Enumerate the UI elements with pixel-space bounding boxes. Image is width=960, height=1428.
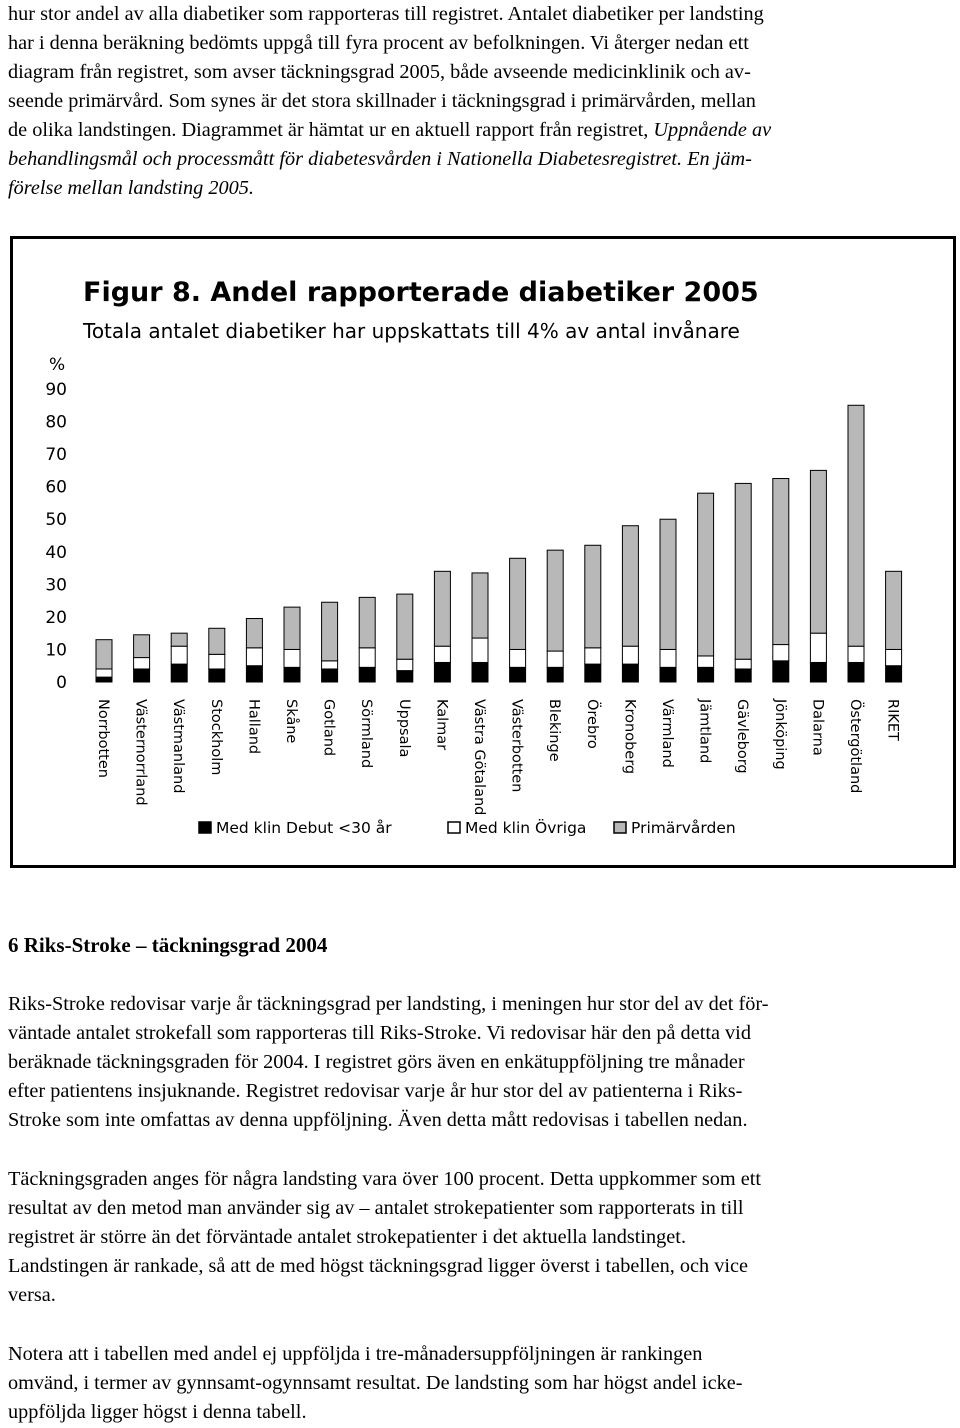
bar-segment-debut xyxy=(359,667,375,682)
intro-line-5-text: de olika landstingen. Diagrammet är hämtat ur en aktuell rapport från registret, xyxy=(8,119,649,141)
bar-segment-debut xyxy=(171,664,187,682)
legend-label: Med klin Övriga xyxy=(465,819,587,837)
legend-swatch xyxy=(448,822,460,833)
bar-segment-primarvard xyxy=(510,558,526,649)
bar-segment-ovriga xyxy=(472,638,488,662)
bar-segment-debut xyxy=(773,661,789,682)
y-tick-label: 90 xyxy=(45,380,67,400)
category-label: Skåne xyxy=(283,699,299,744)
bar-segment-ovriga xyxy=(510,649,526,667)
intro-line-4: seende primärvård. Som synes är det stora skillnader i täckningsgrad i primärvården, mellan xyxy=(8,90,756,112)
category-label: Västerbotten xyxy=(508,699,525,793)
y-tick-label: 50 xyxy=(45,510,67,531)
legend-label: Primärvården xyxy=(631,819,736,837)
bar-segment-debut xyxy=(134,669,150,682)
category-label: Jämtland xyxy=(696,699,713,764)
category-label: Kronoberg xyxy=(621,699,638,775)
bar-segment-primarvard xyxy=(660,519,676,649)
bar-segment-ovriga xyxy=(698,656,714,667)
bar-segment-primarvard xyxy=(810,470,826,633)
bar-segment-primarvard xyxy=(886,571,902,649)
intro-line-3: diagram från registret, som avser täckningsgrad 2005, både avseende medicinklinik och av- xyxy=(8,61,751,83)
category-label: Norrbotten xyxy=(95,699,111,778)
bar-segment-primarvard xyxy=(322,602,338,661)
bar-segment-ovriga xyxy=(434,646,450,662)
intro-line-7 xyxy=(8,174,952,203)
bar-segment-primarvard xyxy=(585,545,601,648)
section-heading: 6 Riks-Stroke – täckningsgrad 2004 xyxy=(8,933,328,957)
y-tick-label: 40 xyxy=(45,542,67,563)
bar-segment-ovriga xyxy=(246,648,262,666)
legend-label: Med klin Debut <30 år xyxy=(216,819,392,837)
s6-p1-line-5: Stroke som inte omfattas av denna uppföljning. Även detta mått redovisas i tabellen nedan. xyxy=(8,1109,748,1131)
bar-segment-debut xyxy=(585,664,601,682)
bar-segment-primarvard xyxy=(698,493,714,656)
bar-segment-debut xyxy=(698,667,714,682)
bar-segment-debut xyxy=(810,662,826,682)
bar-segment-debut xyxy=(96,677,112,682)
legend-swatch xyxy=(614,822,626,833)
chart-bars xyxy=(96,405,902,682)
category-label: Sörmland xyxy=(358,699,375,769)
bar-segment-debut xyxy=(886,666,902,682)
figure-subtitle: Totala antalet diabetiker har uppskattats till 4% av antal invånare xyxy=(83,319,740,343)
bar-segment-ovriga xyxy=(585,648,601,664)
y-tick-label: 70 xyxy=(45,445,67,466)
bar-segment-primarvard xyxy=(246,619,262,648)
bar-segment-primarvard xyxy=(359,597,375,647)
bar-segment-debut xyxy=(735,669,751,682)
s6-p1-line-3: beräknade täckningsgraden för 2004. I registret görs även en enkätuppföljning tre månader xyxy=(8,1051,745,1073)
category-label: Västra Götaland xyxy=(471,699,487,816)
bar-segment-primarvard xyxy=(96,640,112,669)
figure-frame xyxy=(10,236,956,868)
bar-segment-debut xyxy=(246,666,262,682)
category-label: Kalmar xyxy=(433,699,450,751)
bar-segment-ovriga xyxy=(171,646,187,664)
y-tick-label: 60 xyxy=(45,477,67,498)
bar-segment-ovriga xyxy=(735,659,751,669)
s6-p2-line-5: versa. xyxy=(8,1284,56,1306)
category-label: Gävleborg xyxy=(734,699,751,774)
bar-segment-debut xyxy=(622,664,638,682)
y-axis-label: % xyxy=(49,355,66,375)
bar-segment-primarvard xyxy=(848,405,864,646)
bar-segment-debut xyxy=(510,667,526,682)
category-label: Halland xyxy=(245,699,262,755)
category-label: Gotland xyxy=(320,699,337,757)
legend-swatch xyxy=(199,822,211,833)
category-label: Blekinge xyxy=(546,699,563,762)
category-label: Värmland xyxy=(659,699,675,768)
bar-segment-ovriga xyxy=(622,646,638,664)
bar-segment-ovriga xyxy=(359,648,375,668)
y-tick-label: 10 xyxy=(45,640,67,661)
category-label: RIKET xyxy=(884,699,901,741)
intro-line-7-italic: förelse mellan landsting 2005. xyxy=(8,177,254,199)
bar-segment-debut xyxy=(547,667,563,682)
s6-p2-line-1: Täckningsgraden anges för några landsting vara över 100 procent. Detta uppkommer som ett xyxy=(8,1168,761,1190)
y-tick-label: 0 xyxy=(56,673,67,693)
bar-segment-debut xyxy=(209,669,225,682)
bar-segment-ovriga xyxy=(848,646,864,662)
intro-line-5 xyxy=(8,116,952,145)
s6-p3-line-3: uppföljda ligger högst i denna tabell. xyxy=(8,1401,307,1423)
bar-segment-ovriga xyxy=(284,649,300,667)
category-label: Östergötland xyxy=(847,699,863,794)
category-labels xyxy=(95,698,901,815)
category-label: Uppsala xyxy=(395,699,412,758)
category-label: Örebro xyxy=(583,699,600,749)
bar-segment-debut xyxy=(434,662,450,682)
bar-segment-ovriga xyxy=(773,645,789,661)
chart-legend xyxy=(199,818,736,837)
bar-segment-primarvard xyxy=(773,479,789,645)
bar-segment-debut xyxy=(397,671,413,682)
bar-segment-ovriga xyxy=(886,649,902,665)
s6-p1-line-2: väntade antalet strokefall som rapporteras till Riks-Stroke. Vi redovisar här den på detta vid xyxy=(8,1022,751,1044)
bar-segment-primarvard xyxy=(472,573,488,638)
bar-segment-primarvard xyxy=(209,628,225,654)
category-label: Västmanland xyxy=(170,699,187,794)
bar-segment-primarvard xyxy=(547,550,563,651)
stacked-bar-chart xyxy=(13,239,953,865)
intro-line-6-italic: behandlingsmål och processmått för diabetesvården i Nationella Diabetesregistret. En jäm- xyxy=(8,148,752,170)
bar-segment-debut xyxy=(322,669,338,682)
s6-p3-line-2: omvänd, i termer av gynnsamt-ogynnsamt resultat. De landsting som har högst andel icke- xyxy=(8,1372,743,1394)
bar-segment-primarvard xyxy=(397,594,413,659)
s6-p3-line-1: Notera att i tabellen med andel ej uppföljda i tre-månadersuppföljningen är rankingen xyxy=(8,1343,703,1365)
figure-title: Figur 8. Andel rapporterade diabetiker 2005 xyxy=(83,277,759,308)
bar-segment-ovriga xyxy=(322,661,338,669)
category-label: Dalarna xyxy=(809,699,826,756)
y-tick-label: 30 xyxy=(45,575,67,596)
bar-segment-debut xyxy=(284,667,300,682)
bar-segment-primarvard xyxy=(134,635,150,658)
bar-segment-debut xyxy=(660,667,676,682)
intro-line-1: hur stor andel av alla diabetiker som rapporteras till registret. Antalet diabetiker per landsting xyxy=(8,3,764,25)
category-label: Jönköping xyxy=(771,699,788,770)
bar-segment-ovriga xyxy=(660,649,676,667)
y-axis-ticks xyxy=(45,380,67,693)
bar-segment-ovriga xyxy=(209,654,225,669)
s6-p2-line-2: resultat av den metod man använder sig av – antalet strokepatienter som rapporterats in till xyxy=(8,1197,744,1219)
bar-segment-primarvard xyxy=(622,526,638,646)
intro-line-6 xyxy=(8,145,952,174)
bar-segment-primarvard xyxy=(284,607,300,649)
y-tick-label: 20 xyxy=(45,607,67,628)
bar-segment-ovriga xyxy=(134,658,150,669)
intro-line-5-italic: Uppnående av xyxy=(653,119,772,141)
bar-segment-ovriga xyxy=(810,633,826,662)
s6-p2-line-4: Landstingen är rankade, så att de med högst täckningsgrad ligger överst i tabellen, och vice xyxy=(8,1255,749,1277)
bar-segment-primarvard xyxy=(735,483,751,659)
category-label: Stockholm xyxy=(207,699,224,776)
s6-p1-line-1: Riks-Stroke redovisar varje år täckningsgrad per landsting, i meningen hur stor del av det för- xyxy=(8,993,769,1015)
bar-segment-primarvard xyxy=(171,633,187,646)
bar-segment-debut xyxy=(472,662,488,682)
bar-segment-ovriga xyxy=(397,659,413,670)
s6-p2-line-3: registret är större än det förväntade antalet strokepatienter i det aktuella landstinget. xyxy=(8,1226,687,1248)
y-tick-label: 80 xyxy=(45,412,67,433)
bar-segment-ovriga xyxy=(96,669,112,677)
bar-segment-ovriga xyxy=(547,651,563,667)
s6-p1-line-4: efter patientens insjuknande. Registret redovisar varje år hur stor del av patienterna i Riks- xyxy=(8,1080,743,1102)
bar-segment-debut xyxy=(848,662,864,682)
intro-line-2: har i denna beräkning bedömts uppgå till fyra procent av befolkningen. Vi återger nedan ett xyxy=(8,32,749,54)
bar-segment-primarvard xyxy=(434,571,450,646)
category-label: Västernorrland xyxy=(132,699,149,806)
